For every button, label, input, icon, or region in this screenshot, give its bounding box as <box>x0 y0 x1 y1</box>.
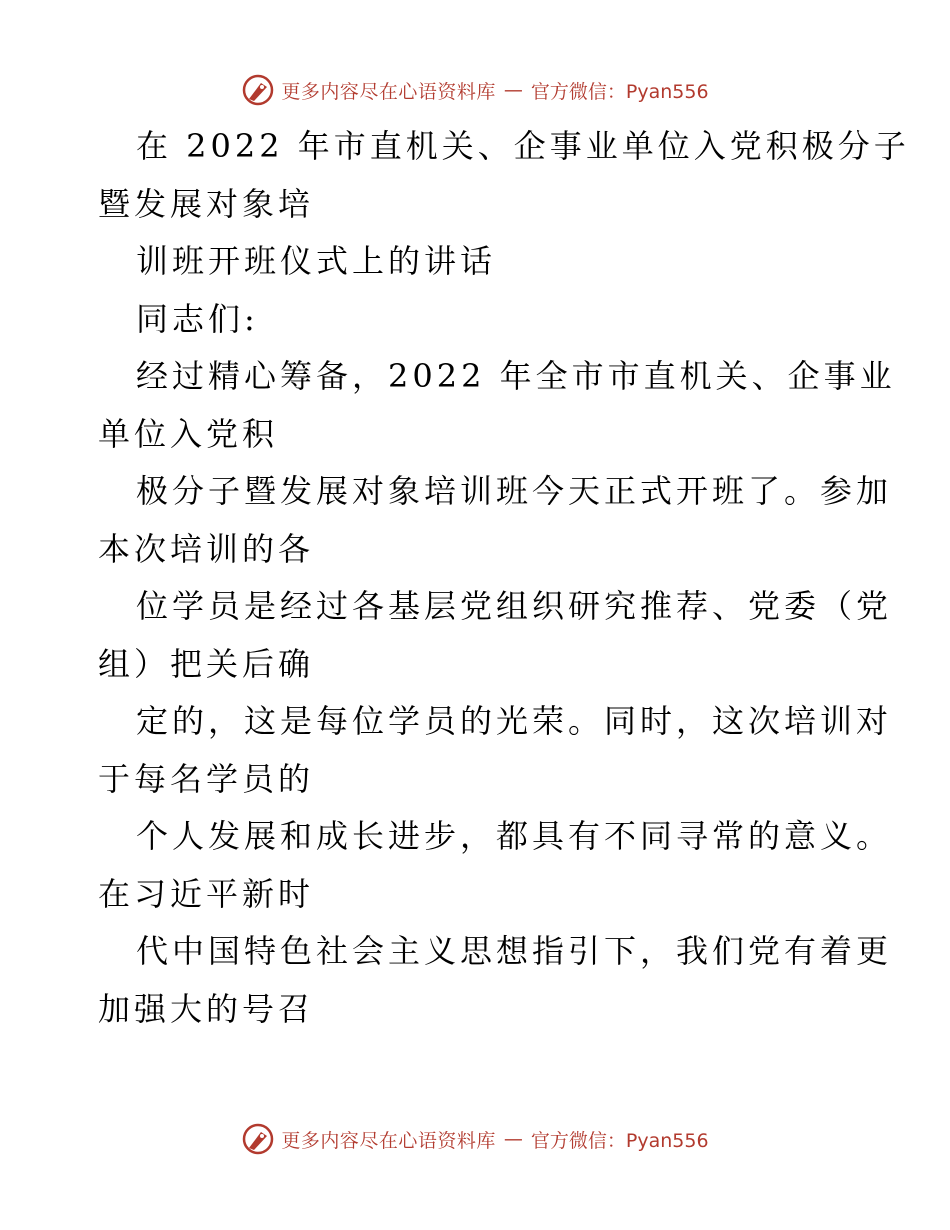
banner-text: 更多内容尽在心语资料库 <box>281 1129 496 1152</box>
text-line: 于每名学员的 <box>98 759 315 798</box>
banner-wechat: 官方微信：Pyan556 <box>530 80 709 103</box>
text-line: 定的，这是每位学员的光荣。同时，这次培训对 <box>136 702 893 740</box>
text-line: 个人发展和成长进步，都具有不同寻常的意义。 <box>136 817 893 855</box>
text-line: 极分子暨发展对象培训班今天正式开班了。参加 <box>136 472 893 510</box>
banner-wechat: 官方微信：Pyan556 <box>530 1129 709 1152</box>
text-line: 本次培训的各 <box>98 529 315 568</box>
text-line: 代中国特色社会主义思想指引下，我们党有着更 <box>136 932 893 970</box>
document-body <box>98 118 910 1038</box>
banner-dash: — <box>503 79 523 101</box>
text-line: 训班开班仪式上的讲话 <box>136 242 497 280</box>
text-line: 加强大的号召 <box>98 989 315 1028</box>
text-line: 在习近平新时 <box>98 874 315 913</box>
text-line: 经过精心筹备，2022 年全市市直机关、企事业 <box>136 357 896 395</box>
text-line: 暨发展对象培 <box>98 184 315 223</box>
pen-nib-logo-icon <box>241 73 275 107</box>
text-line: 单位入党积 <box>98 414 279 453</box>
text-line: 位学员是经过各基层党组织研究推荐、党委（党 <box>136 587 893 625</box>
text-line: 在 2022 年市直机关、企事业单位入党积极分子 <box>136 127 910 165</box>
banner-text: 更多内容尽在心语资料库 <box>281 80 496 103</box>
text-line: 组）把关后确 <box>98 644 315 683</box>
text-line: 同志们: <box>136 299 259 338</box>
pen-nib-logo-icon <box>241 1122 275 1156</box>
footer-banner <box>0 1119 950 1159</box>
header-banner <box>0 70 950 110</box>
banner-dash: — <box>503 1128 523 1150</box>
